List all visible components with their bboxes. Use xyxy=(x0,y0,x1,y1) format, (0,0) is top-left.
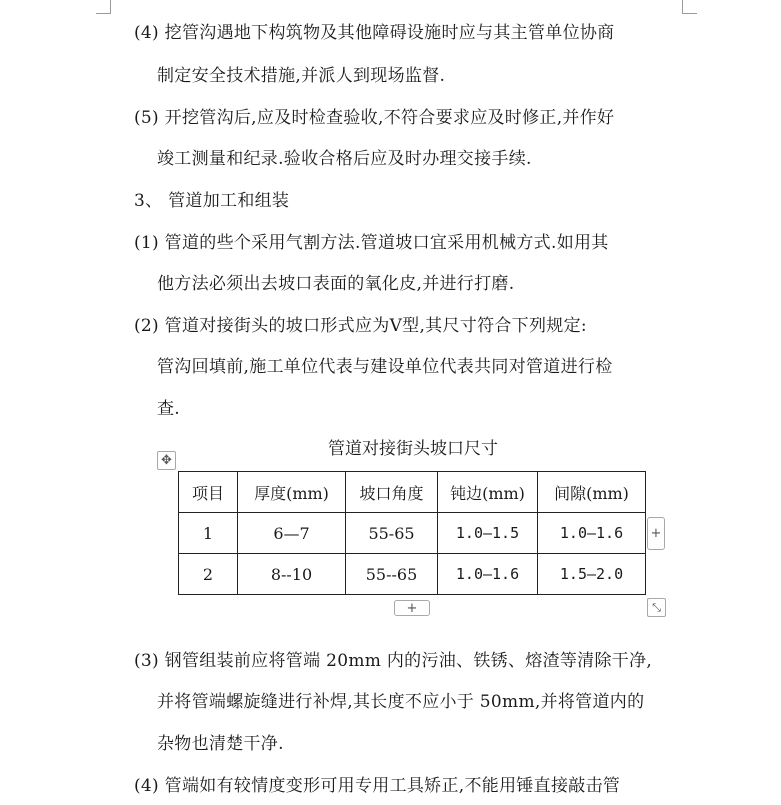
table-cell[interactable]: 6—7 xyxy=(238,513,346,554)
spec-table xyxy=(178,471,646,595)
table-header-row xyxy=(179,472,646,513)
table-move-handle-icon[interactable]: ✥ xyxy=(157,451,176,470)
paragraph-line: 竣工测量和纪录.验收合格后应及时办理交接手续. xyxy=(157,149,532,169)
table-header-cell[interactable]: 坡口角度 xyxy=(346,472,438,513)
paragraph-line: (4) 挖管沟遇地下构筑物及其他障碍设施时应与其主管单位协商 xyxy=(134,23,615,43)
table-cell[interactable]: 1.0—1.5 xyxy=(438,513,538,554)
table-cell[interactable]: 1.0—1.6 xyxy=(538,513,646,554)
paragraph-line: 并将管端螺旋缝进行补焊,其长度不应小于 50mm,并将管道内的 xyxy=(157,692,645,712)
paragraph-line: (5) 开挖管沟后,应及时检查验收,不符合要求应及时修正,并作好 xyxy=(134,108,615,128)
table-header-cell[interactable]: 项目 xyxy=(179,472,238,513)
table-header-cell[interactable]: 钝边(mm) xyxy=(438,472,538,513)
table-header-cell[interactable]: 间隙(mm) xyxy=(538,472,646,513)
table-row xyxy=(179,554,646,595)
table-row xyxy=(179,513,646,554)
table-resize-icon[interactable]: ⤡ xyxy=(647,598,666,617)
paragraph-line: (2) 管道对接街头的坡口形式应为Ⅴ型,其尺寸符合下列规定: xyxy=(134,316,587,336)
paragraph-line: (4) 管端如有较情度变形可用专用工具矫正,不能用锤直接敲击管 xyxy=(134,776,621,796)
table-cell[interactable]: 55-65 xyxy=(346,513,438,554)
add-column-icon[interactable]: + xyxy=(647,517,665,550)
table-cell[interactable]: 55--65 xyxy=(346,554,438,595)
table-caption: 管道对接街头坡口尺寸 xyxy=(328,439,498,459)
section-heading: 3、 管道加工和组装 xyxy=(134,191,290,211)
table-cell[interactable]: 1 xyxy=(179,513,238,554)
table-cell[interactable]: 1.5—2.0 xyxy=(538,554,646,595)
page-margin-corner-right xyxy=(682,0,697,14)
paragraph-line: 查. xyxy=(157,399,181,419)
paragraph-line: 他方法必须出去坡口表面的氧化皮,并进行打磨. xyxy=(157,274,515,294)
paragraph-line: 管沟回填前,施工单位代表与建设单位代表共同对管道进行检 xyxy=(157,357,613,377)
page-margin-corner-left xyxy=(96,0,111,14)
add-row-icon[interactable]: + xyxy=(394,600,430,616)
paragraph-line: 杂物也清楚干净. xyxy=(157,734,284,754)
table-cell[interactable]: 1.0—1.6 xyxy=(438,554,538,595)
paragraph-line: 制定安全技术措施,并派人到现场监督. xyxy=(157,66,446,86)
table-cell[interactable]: 2 xyxy=(179,554,238,595)
table-cell[interactable]: 8--10 xyxy=(238,554,346,595)
paragraph-line: (1) 管道的些个采用气割方法.管道坡口宜采用机械方式.如用其 xyxy=(134,233,609,253)
table-header-cell[interactable]: 厚度(mm) xyxy=(238,472,346,513)
paragraph-line: (3) 钢管组装前应将管端 20mm 内的污油、铁锈、熔渣等清除干净, xyxy=(134,651,653,671)
